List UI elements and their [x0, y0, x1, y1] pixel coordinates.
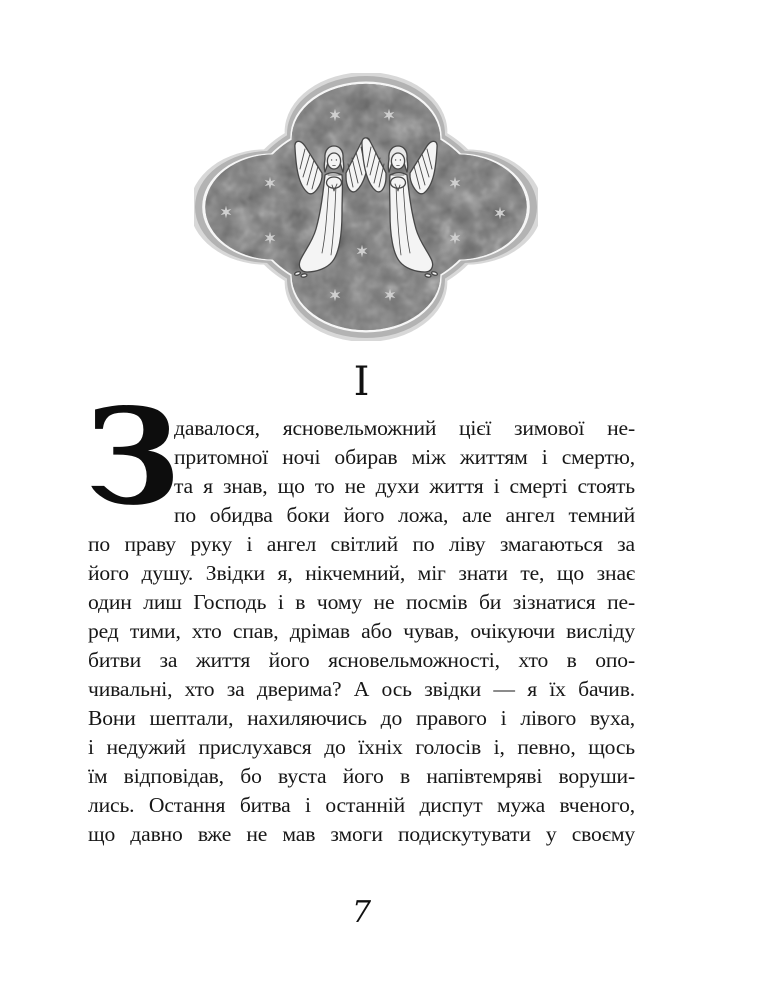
- text-line: їм відповідав, бо вуста його в напівтемряві воруши-: [88, 764, 635, 788]
- text-line: що давно вже не мав змоги подискутувати у своєму: [88, 822, 635, 846]
- text-line: по обидва боки його ложа, але ангел темний: [174, 503, 635, 527]
- chapter-number: I: [353, 359, 370, 405]
- text-line: битви за життя його ясновельможності, хто в опо-: [88, 648, 635, 672]
- text-line: і недужий прислухався до їхніх голосів і, певно, щось: [88, 735, 635, 759]
- text-line: та я знав, що то не духи життя і смерті стоять: [174, 474, 635, 498]
- text-line: притомної ночі обирав між життям і смертю,: [174, 445, 635, 469]
- paragraph: [85, 380, 635, 849]
- text-line: ред тими, хто спав, дрімав або чував, очікуючи висліду: [88, 619, 635, 643]
- angels-ornament: [194, 73, 538, 341]
- text-line: по праву руку і ангел світлий по ліву змагаються за: [88, 532, 635, 556]
- text-line: його душу. Звідки я, нікчемний, міг знати те, що знає: [88, 561, 635, 585]
- text-line: лись. Остання битва і останній диспут мужа вченого,: [88, 793, 635, 817]
- drop-cap: З: [85, 380, 181, 535]
- text-line: Вони шептали, нахиляючись до правого і лівого вуха,: [88, 706, 635, 730]
- quatrefoil-frame: [194, 73, 538, 341]
- text-line: давалося, ясновельможний цієї зимової не-: [174, 416, 635, 440]
- text-line: один лиш Господь і в чому не посмів би зізнатися пе-: [88, 590, 635, 614]
- page-number: 7: [351, 895, 372, 930]
- text-line: чивальні, хто за дверима? А ось звідки — я їх бачив.: [88, 677, 635, 701]
